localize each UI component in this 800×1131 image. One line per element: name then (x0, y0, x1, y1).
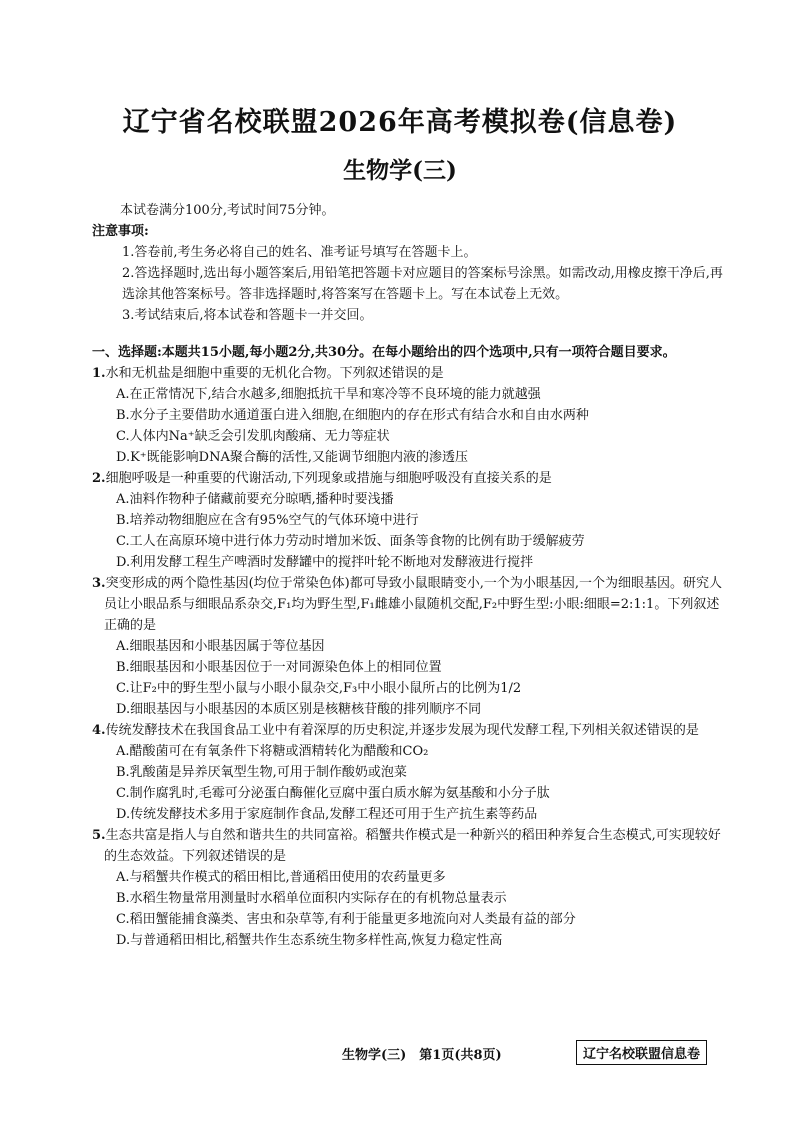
question-stem (92, 573, 732, 636)
question-option: D.细眼基因与小眼基因的本质区别是核糖核苷酸的排列顺序不同 (116, 702, 482, 717)
question-option: A.与稻蟹共作模式的稻田相比,普通稻田使用的农药量更多 (116, 870, 446, 885)
question-text: 生态共富是指人与自然和谐共生的共同富裕。稻蟹共作模式是一种新兴的稻田种养复合生态模式,可实现较好的生态效益。下列叙述错误的是 (104, 828, 721, 864)
question-option: A.油料作物种子储藏前要充分晾晒,播种时要浅播 (116, 492, 394, 507)
question-option: D.利用发酵工程生产啤酒时发酵罐中的搅拌叶轮不断地对发酵液进行搅拌 (116, 555, 534, 570)
question-option: C.稻田蟹能捕食藻类、害虫和杂草等,有利于能量更多地流向对人类最有益的部分 (116, 912, 576, 927)
exam-body (92, 200, 732, 951)
question-option: B.乳酸菌是异养厌氧型生物,可用于制作酸奶或泡菜 (116, 765, 407, 780)
question-text: 突变形成的两个隐性基因(均位于常染色体)都可导致小鼠眼睛变小,一个为小眼基因,一个为细眼基因。研究人员让小眼品系与细眼品系杂交,F₁均为野生型,F₁雌雄小鼠随机交配,F₂中野生型:小眼:细眼=2:1:1。下列叙述正确的是 (104, 576, 722, 633)
question-stem (92, 720, 732, 741)
exam-intro: 本试卷满分100分,考试时间75分钟。 (120, 203, 335, 218)
question-option: C.人体内Na⁺缺乏会引发肌肉酸痛、无力等症状 (116, 429, 390, 444)
question-number: 5. (92, 828, 106, 843)
question-option: D.与普通稻田相比,稻蟹共作生态系统生物多样性高,恢复力稳定性高 (116, 933, 503, 948)
question-option: C.让F₂中的野生型小鼠与小眼小鼠杂交,F₃中小眼小鼠所占的比例为1/2 (116, 681, 522, 696)
notice-item: 1.答卷前,考生务必将自己的姓名、准考证号填写在答题卡上。 (122, 245, 477, 260)
question-option: A.醋酸菌可在有氧条件下将糖或酒精转化为醋酸和CO₂ (116, 744, 429, 759)
question-number: 2. (92, 471, 106, 486)
question-text: 水和无机盐是细胞中重要的无机化合物。下列叙述错误的是 (105, 366, 444, 381)
notice-heading: 注意事项: (92, 224, 149, 239)
question-option: C.工人在高原环境中进行体力劳动时增加米饭、面条等食物的比例有助于缓解疲劳 (116, 534, 585, 549)
question-stem (92, 825, 732, 867)
question-option: D.K⁺既能影响DNA聚合酶的活性,又能调节细胞内液的渗透压 (116, 450, 468, 465)
notice-item: 2.答选择题时,选出每小题答案后,用铅笔把答题卡对应题目的答案标号涂黑。如需改动,用橡皮擦干净后,再选涂其他答案标号。答非选择题时,将答案写在答题卡上。写在本试卷上无效。 (122, 266, 723, 302)
page-number: 生物学(三) 第1页(共8页) (342, 1048, 502, 1063)
question-number: 1. (92, 366, 106, 381)
question-option: D.传统发酵技术多用于家庭制作食品,发酵工程还可用于生产抗生素等药品 (116, 807, 538, 822)
subject-subtitle: 生物学(三) (343, 157, 457, 184)
question-option: B.水稻生物量常用测量时水稻单位面积内实际存在的有机物总量表示 (116, 891, 507, 906)
question-stem (92, 468, 732, 489)
question-option: A.细眼基因和小眼基因属于等位基因 (116, 639, 325, 654)
question-option: B.培养动物细胞应在含有95%空气的气体环境中进行 (116, 513, 419, 528)
question-option: B.水分子主要借助水通道蛋白进入细胞,在细胞内的存在形式有结合水和自由水两种 (116, 408, 589, 423)
page-footer (0, 1040, 800, 1064)
question-option: B.细眼基因和小眼基因位于一对同源染色体上的相同位置 (116, 660, 442, 675)
question-text: 传统发酵技术在我国食品工业中有着深厚的历史积淀,并逐步发展为现代发酵工程,下列相关叙述错误的是 (105, 723, 699, 738)
question-number: 3. (92, 576, 106, 591)
question-option: A.在正常情况下,结合水越多,细胞抵抗干旱和寒冷等不良环境的能力就越强 (116, 387, 541, 402)
question-option: C.制作腐乳时,毛霉可分泌蛋白酶催化豆腐中蛋白质水解为氨基酸和小分子肽 (116, 786, 550, 801)
section-heading: 一、选择题:本题共15小题,每小题2分,共30分。在每小题给出的四个选项中,只有一项符合题目要求。 (92, 345, 676, 360)
notice-item: 3.考试结束后,将本试卷和答题卡一并交回。 (122, 308, 373, 323)
question-number: 4. (92, 723, 106, 738)
question-text: 细胞呼吸是一种重要的代谢活动,下列现象或措施与细胞呼吸没有直接关系的是 (105, 471, 552, 486)
brand-stamp: 辽宁名校联盟信息卷 (576, 1040, 707, 1065)
question-stem (92, 363, 732, 384)
page-title: 辽宁省名校联盟2026年高考模拟卷(信息卷) (122, 107, 678, 138)
